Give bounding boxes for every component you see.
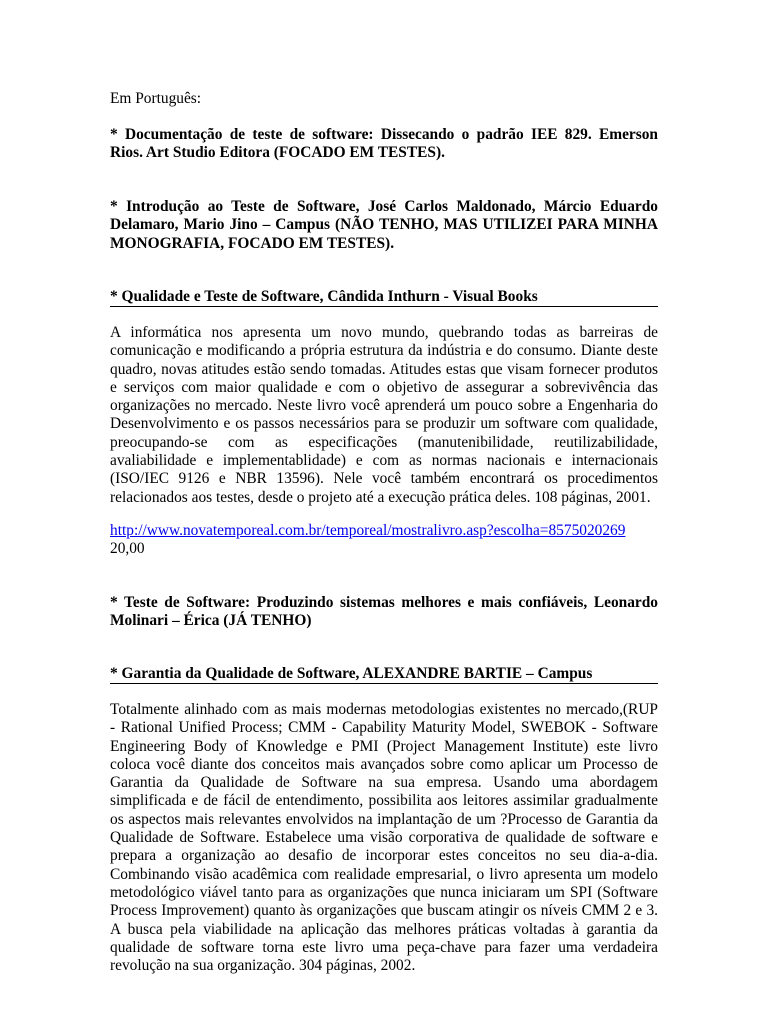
description-line: avaliabilidade e implementablidade) e com as normas nacionais e internacionais	[110, 452, 658, 470]
description-line: qualidade de software torna este livro uma peça-chave para fazer uma verdadeira	[110, 938, 658, 956]
heading-rule	[110, 683, 658, 684]
description-line: quadro, novas atitudes estão sendo tomadas. Atitudes estas que visam fornecer produtos	[110, 360, 658, 378]
entry-line: * Introdução ao Teste de Software, José Carlos Maldonado, Márcio Eduardo	[110, 198, 658, 215]
book-entry-introducao	[110, 198, 658, 253]
description-line: prepara a organização ao desafio de incorporar estes conceitos no seu dia-a-dia.	[110, 847, 658, 865]
description-line: comunicação e modificando a própria estrutura da indústria e do consumo. Diante deste	[110, 342, 658, 360]
book-url-link[interactable]: http://www.novatemporeal.com.br/temporeal/mostralivro.asp?escolha=8575020269	[110, 522, 626, 539]
description-line: metodológico viável tanto para as organizações que nunca iniciaram um SPI (Software	[110, 883, 658, 901]
book-price: 20,00	[110, 540, 145, 558]
description-line: preocupando-se com as especificações (manutenibilidade, reutilizabilidade,	[110, 433, 658, 451]
book-link-block	[110, 522, 658, 559]
description-line: (ISO/IEC 9126 e NBR 13596). Nele você também encontrará os procedimentos	[110, 470, 658, 488]
description-line: e serviços com maior qualidade e com o objetivo de assegurar a sobrevivência das	[110, 378, 658, 396]
description-line: simplificada e de fácil de entendimento, possibilita aos leitores assimilar gradualmente	[110, 792, 658, 810]
description-line: Desenvolvimento e os passos necessários para se produzir um software com qualidade,	[110, 415, 658, 433]
description-line: organizações no mercado. Neste livro você aprenderá um pouco sobre a Engenharia do	[110, 397, 658, 415]
description-line: - Rational Unified Process; CMM - Capability Maturity Model, SWEBOK - Software	[110, 719, 658, 737]
entry-line: * Teste de Software: Produzindo sistemas melhores e mais confiáveis, Leonardo	[110, 594, 658, 611]
book-description-garantia-qualidade	[110, 701, 658, 975]
entry-line: MONOGRAFIA, FOCADO EM TESTES).	[110, 234, 395, 252]
description-line: relacionados aos testes, desde o projeto até a execução prática deles. 108 páginas, 2001.	[110, 488, 651, 506]
description-line: Engineering Body of Knowledge e PMI (Project Management Institute) este livro	[110, 737, 658, 755]
description-line: Process Improvement) quanto às organizações que buscam atingir os níveis CMM 2 e 3.	[110, 902, 658, 920]
entry-line: Rios. Art Studio Editora (FOCADO EM TESTES).	[110, 144, 445, 162]
intro-text: Em Português:	[110, 90, 202, 107]
description-line: A busca pela viabilidade na aplicação das melhores práticas voltadas à garantia da	[110, 920, 658, 938]
description-line: coloca você diante dos conceitos mais avançados sobre como aplicar um Processo de	[110, 755, 658, 773]
description-line: Combinando visão acadêmica com realidade empresarial, o livro apresenta um modelo	[110, 865, 658, 883]
description-line: Totalmente alinhado com as mais modernas metodologias existentes no mercado,(RUP	[110, 701, 658, 718]
book-description-qualidade-teste	[110, 324, 658, 507]
entry-line: * Documentação de teste de software: Dissecando o padrão IEE 829. Emerson	[110, 126, 658, 143]
book-entry-documentacao	[110, 126, 658, 163]
description-line: Garantia da Qualidade de Software na sua empresa. Usando uma abordagem	[110, 774, 658, 792]
entry-line: Delamaro, Mario Jino – Campus (NÃO TENHO, MAS UTILIZEI PARA MINHA	[110, 216, 658, 234]
description-line: A informática nos apresenta um novo mundo, quebrando todas as barreiras de	[110, 324, 658, 341]
description-line: revolução na sua organização. 304 páginas, 2002.	[110, 957, 416, 975]
book-heading-garantia-qualidade: * Garantia da Qualidade de Software, ALEXANDRE BARTIE – Campus	[110, 665, 593, 682]
book-entry-teste-software	[110, 594, 658, 631]
heading-rule	[110, 306, 658, 307]
description-line: os aspectos mais relevantes envolvidos na implantação de um ?Processo de Garantia da	[110, 810, 658, 828]
description-line: Qualidade de Software. Estabelece uma visão corporativa de qualidade de software e	[110, 829, 658, 847]
entry-line: Molinari – Érica (JÁ TENHO)	[110, 612, 312, 630]
book-heading-qualidade-teste: * Qualidade e Teste de Software, Cândida Inthurn - Visual Books	[110, 288, 538, 305]
